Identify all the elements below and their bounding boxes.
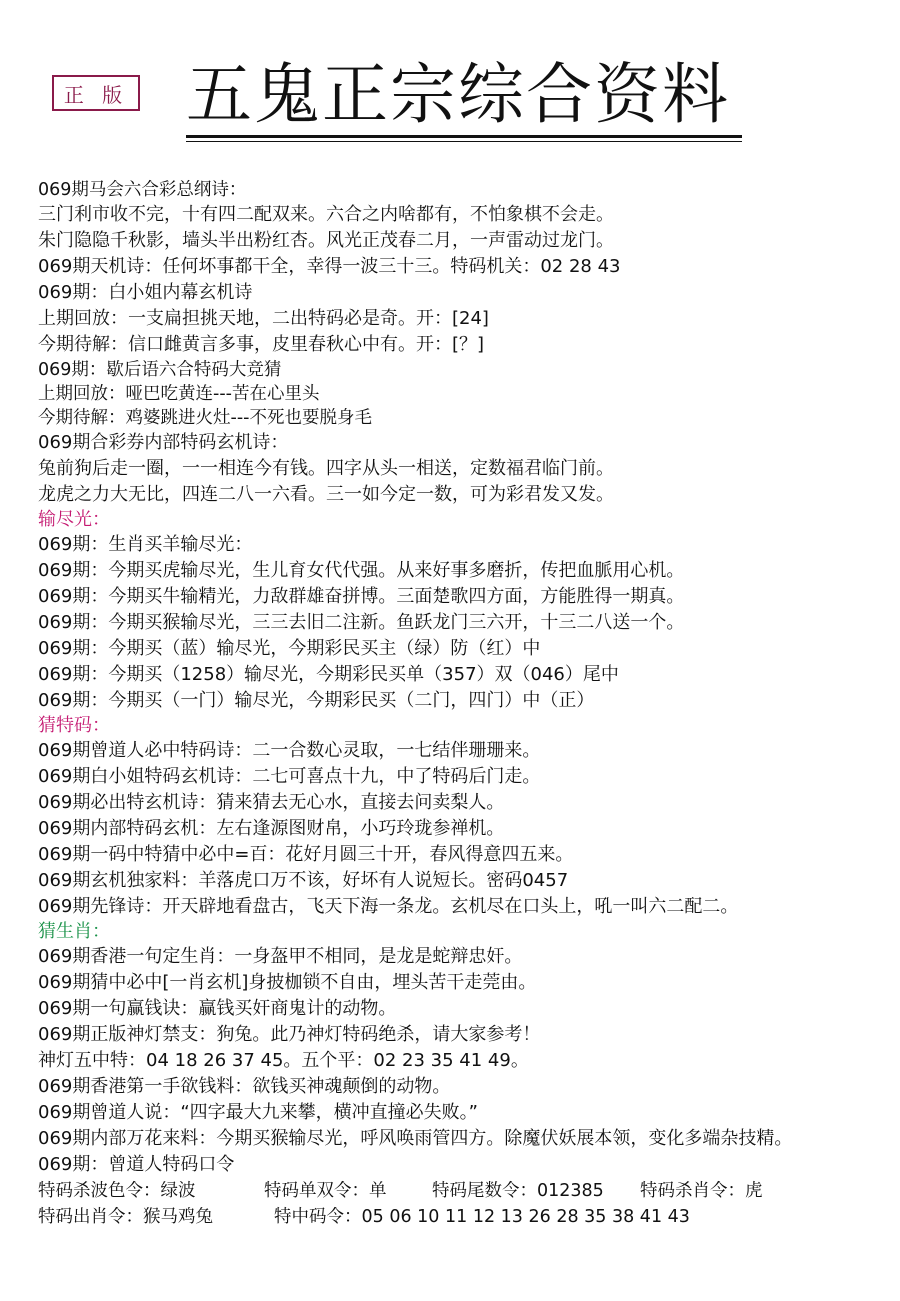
text-line: 069期：今期买（蓝）输尽光，今期彩民买主（绿）防（红）中 (38, 638, 541, 659)
text-line: 069期正版神灯禁支：狗兔。此乃神灯特码绝杀，请大家参考！ (38, 1024, 541, 1045)
text-line: 069期内部万花来料：今期买猴输尽光，呼风唤雨管四方。除魔伏妖展本领，变化多端杂技精。 (38, 1128, 793, 1149)
text-line: 069期：今期买（一门）输尽光，今期彩民买（二门，四门）中（正） (38, 690, 595, 711)
text-line: 069期：今期买虎输尽光，生儿育女代代强。从来好事多磨折，传把血脈用心机。 (38, 560, 685, 581)
text-line: 069期合彩券内部特码玄机诗： (38, 432, 289, 453)
section-heading-lose: 输尽光： (38, 509, 110, 530)
text-line: 069期猜中必中[一肖玄机]身披枷锁不自由，埋头苦干走莞由。 (38, 972, 537, 993)
section-heading-guess-zodiac: 猜生肖： (38, 921, 110, 942)
text-line: 三门利市收不完，十有四二配双来。六合之内啥都有，不怕象棋不会走。 (38, 204, 614, 225)
text-line: 069期天机诗：任何坏事都干全，幸得一波三十三。特码机关：02 28 43 (38, 256, 621, 277)
title-underline-thin (186, 141, 742, 142)
text-line: 069期香港第一手欲钱料：欲钱买神魂颠倒的动物。 (38, 1076, 451, 1097)
guess-zodiac-section-lines (38, 944, 888, 1178)
text-line: 069期香港一句定生肖：一身盔甲不相同，是龙是蛇辩忠奸。 (38, 946, 523, 967)
text-line: 069期曾道人必中特码诗：二一合数心灵取，一七结伴珊珊来。 (38, 740, 541, 761)
command-out-zodiac: 特码出肖令：猴马鸡兔 (38, 1207, 213, 1227)
text-line: 上期回放：哑巴吃黄连---苦在心里头 (38, 384, 320, 404)
text-line: 神灯五中特：04 18 26 37 45。五个平：02 23 35 41 49。 (38, 1050, 529, 1071)
document-body (38, 178, 888, 1230)
title-underline-thick (186, 135, 742, 138)
command-kill-zodiac: 特码杀肖令：虎 (640, 1181, 763, 1201)
command-hit-numbers: 特中码令：05 06 10 11 12 13 26 28 35 38 41 43 (274, 1207, 690, 1227)
page-title: 五鬼正宗综合资料 (186, 56, 730, 133)
text-line: 今期待解：鸡婆跳进火灶---不死也要脱身毛 (38, 408, 372, 428)
command-row-2 (38, 1204, 888, 1230)
lose-section-lines (38, 532, 888, 714)
command-kill-color: 特码杀波色令：绿波 (38, 1181, 196, 1201)
text-line: 069期玄机独家料：羊落虎口万不该，好坏有人说短长。密码0457 (38, 870, 569, 891)
text-line: 今期待解：信口雌黄言多事，皮里春秋心中有。开：[？] (38, 334, 485, 355)
text-line: 朱门隐隐千秋影，墙头半出粉红杏。风光正茂春二月，一声雷动过龙门。 (38, 230, 614, 251)
text-line: 069期先锋诗：开天辟地看盘古，飞天下海一条龙。玄机尽在口头上，吼一叫六二配二。 (38, 896, 739, 917)
text-line: 069期：曾道人特码口令 (38, 1154, 235, 1175)
text-line: 069期白小姐特码玄机诗：二七可喜点十九，中了特码后门走。 (38, 766, 541, 787)
command-row-1 (38, 1178, 888, 1204)
text-line: 069期：今期买（1258）输尽光，今期彩民买单（357）双（046）尾中 (38, 664, 619, 685)
text-line: 069期马会六合彩总纲诗： (38, 180, 247, 200)
authentic-badge: 正 版 (52, 75, 140, 111)
text-line: 069期内部特码玄机：左右逢源图财帛，小巧玲珑参禅机。 (38, 818, 505, 839)
text-line: 069期必出特玄机诗：猜来猜去无心水，直接去问卖梨人。 (38, 792, 505, 813)
text-line: 069期：歇后语六合特码大竞猜 (38, 360, 282, 380)
text-line: 069期一码中特猜中必中=百：花好月圆三十开，春风得意四五来。 (38, 844, 574, 865)
text-line: 上期回放：一支扁担挑天地，二出特码必是奇。开：[24] (38, 308, 489, 329)
section-heading-guess-code: 猜特码： (38, 715, 110, 736)
text-line: 069期：今期买猴输尽光，三三去旧二注新。鱼跃龙门三六开，十三二八送一个。 (38, 612, 685, 633)
text-line: 069期曾道人说：“四字最大九来攀，横冲直撞必失败。” (38, 1102, 479, 1123)
text-line: 069期：今期买牛输精光，力敌群雄奋拼博。三面楚歌四方面，方能胜得一期真。 (38, 586, 685, 607)
guess-code-section-lines (38, 738, 888, 920)
command-odd-even: 特码单双令：单 (264, 1181, 387, 1201)
text-line: 兔前狗后走一圈，一一相连今有钱。四字从头一相送，定数福君临门前。 (38, 458, 614, 479)
text-line: 069期：白小姐内幕玄机诗 (38, 282, 253, 303)
text-line: 龙虎之力大无比，四连二八一六看。三一如今定一数，可为彩君发又发。 (38, 484, 614, 505)
intro-blocks (38, 178, 888, 508)
text-line: 069期：生肖买羊输尽光： (38, 534, 253, 555)
command-tail-number: 特码尾数令：012385 (432, 1181, 604, 1201)
text-line: 069期一句赢钱诀：赢钱买奸商鬼计的动物。 (38, 998, 397, 1019)
